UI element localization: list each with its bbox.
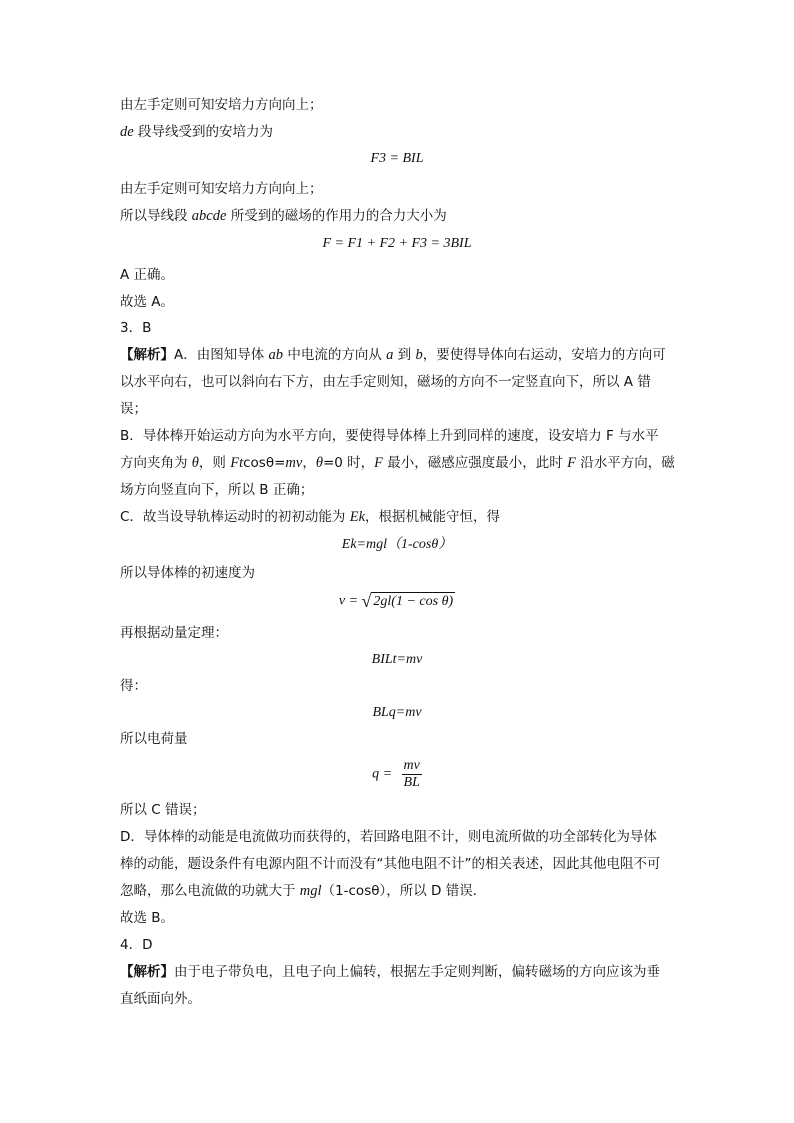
text-line: 故选 A。 — [120, 294, 175, 310]
text-line: 场方向竖直向下，所以 B 正确； — [120, 482, 314, 498]
text-line: D．导体棒的动能是电流做功而获得的，若回路电阻不计，则电流所做的功全部转化为导体 — [120, 829, 657, 845]
text-line: 直纸面向外。 — [120, 991, 201, 1007]
equation-text: BILt=mv — [371, 652, 423, 667]
text-line: 所以导线段 abcde 所受到的磁场的作用力的合力大小为 — [120, 208, 447, 224]
text-line: 所以 C 错误； — [120, 802, 206, 818]
equation-velocity: v = √ 2gl(1 − cos θ) — [338, 591, 454, 611]
text-line: 由左手定则可知安培力方向向上； — [120, 181, 323, 197]
text-line: 再根据动量定理： — [120, 625, 228, 641]
equation-text: Ek=mgl（1-cosθ） — [341, 537, 453, 552]
text-line: 故选 B。 — [120, 910, 175, 926]
text-line: 所以导体棒的初速度为 — [120, 565, 255, 581]
text-line: 忽略，那么电流做的功就大于 mgl（1-cosθ），所以 D 错误． — [120, 883, 487, 899]
equation-text: BLq=mv — [372, 705, 422, 720]
analysis-line: 【解析】由于电子带负电，且电子向上偏转，根据左手定则判断，偏转磁场的方向应该为垂 — [120, 964, 660, 980]
equation-total-force — [0, 235, 794, 253]
text-line: 由左手定则可知安培力方向向上； — [120, 97, 323, 113]
text-line: A 正确。 — [120, 267, 175, 283]
text-line: C．故当设导轨棒运动时的初初动能为 Ek，根据机械能守恒，得 — [120, 509, 501, 525]
equation-energy — [0, 536, 794, 554]
text-line: 误； — [120, 401, 147, 417]
text-line: 以水平向右，也可以斜向右下方，由左手定则知，磁场的方向不一定竖直向下，所以 A 错 — [120, 374, 651, 390]
text-line: B．导体棒开始运动方向为水平方向，要使得导体棒上升到同样的速度，设安培力 F 与水平 — [120, 428, 659, 444]
equation-text: F = F1 + F2 + F3 = 3BIL — [322, 236, 472, 251]
text-line: 棒的动能，题设条件有电源内阻不计而没有“其他电阻不计”的相关表述，因此其他电阻不可 — [120, 856, 661, 872]
equation-charge: q = $\frac{mv}{BL}$ — [372, 758, 420, 790]
equation-f3 — [0, 150, 794, 168]
question-number: 4．D — [120, 937, 153, 953]
sqrt-symbol: √ 2gl(1 − cos θ) — [361, 591, 454, 611]
equation-text: F3 = BIL — [370, 151, 424, 166]
equation-charge-relation — [0, 704, 794, 722]
text-line: 得： — [120, 678, 147, 694]
fraction: $\frac{mv}{BL}$ — [403, 758, 420, 790]
text-line: 所以电荷量 — [120, 731, 188, 747]
analysis-line: 【解析】A．由图知导体 ab 中电流的方向从 a 到 b，要使得导体向右运动，安培力的方向可 — [120, 347, 666, 363]
equation-momentum — [0, 651, 794, 669]
text-line: de 段导线受到的安培力为 — [120, 124, 273, 140]
text-line: 方向夹角为 θ，则 Ftcosθ=mv，θ=0 时，F 最小，磁感应强度最小，此时 F 沿水平方向，磁 — [120, 455, 675, 471]
question-number: 3．B — [120, 320, 152, 336]
